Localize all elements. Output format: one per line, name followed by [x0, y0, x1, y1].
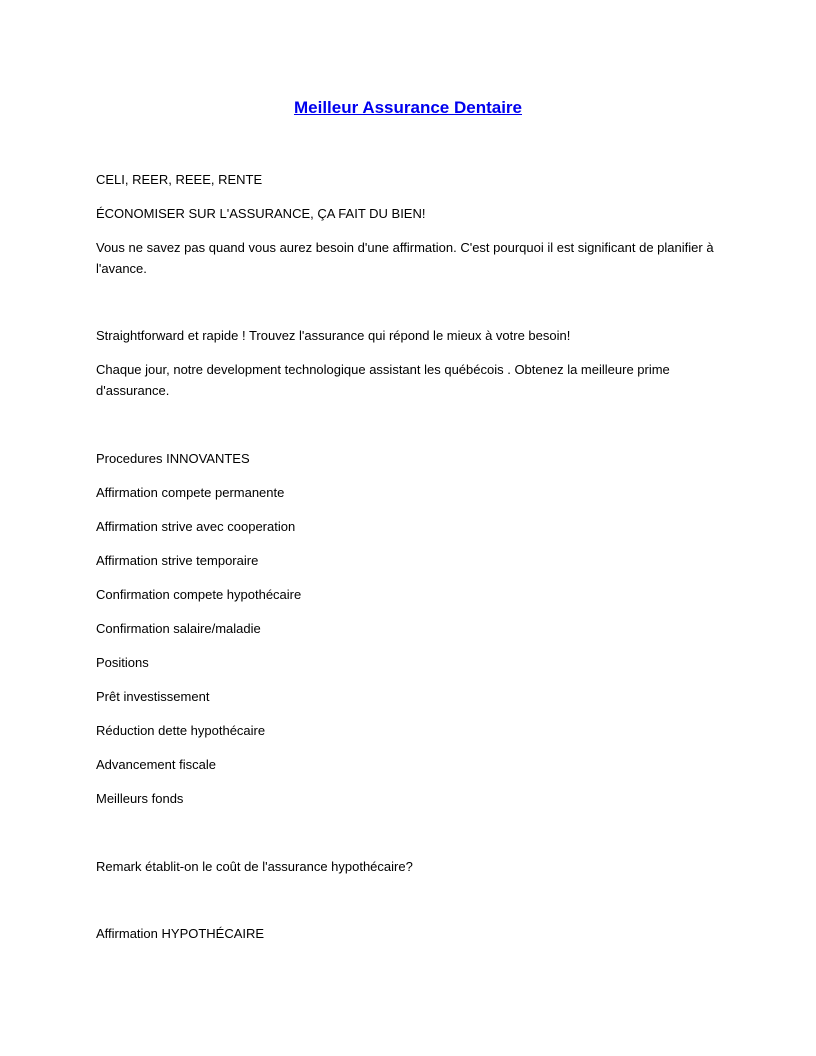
paragraph: Vous ne savez pas quand vous aurez besoin d'une affirmation. C'est pourquoi il est significant de planifier à l'avance.	[96, 240, 714, 276]
list-heading: Procedures INNOVANTES	[96, 451, 250, 466]
list-item: Prêt investissement	[96, 689, 210, 704]
list-item: Confirmation salaire/maladie	[96, 621, 261, 636]
list-item: Positions	[96, 655, 149, 670]
list-item: Meilleurs fonds	[96, 791, 184, 806]
paragraph: CELI, REER, REEE, RENTE	[96, 172, 263, 187]
list-item: Réduction dette hypothécaire	[96, 723, 266, 738]
paragraph: Chaque jour, notre development technologique assistant les québécois . Obtenez la meilleure prime d'assurance.	[96, 362, 670, 398]
list-item: Confirmation compete hypothécaire	[96, 587, 302, 602]
list-item: Affirmation strive avec cooperation	[96, 519, 296, 534]
paragraph: Straightforward et rapide ! Trouvez l'assurance qui répond le mieux à votre besoin!	[96, 328, 571, 343]
paragraph: Remark établit-on le coût de l'assurance hypothécaire?	[96, 859, 413, 874]
paragraph: ÉCONOMISER SUR L'ASSURANCE, ÇA FAIT DU BIEN!	[96, 206, 426, 221]
list-item: Affirmation compete permanente	[96, 485, 285, 500]
paragraph: Affirmation HYPOTHÉCAIRE	[96, 926, 265, 941]
list-item: Affirmation strive temporaire	[96, 553, 259, 568]
page-title-link[interactable]: Meilleur Assurance Dentaire	[293, 98, 522, 117]
list-item: Advancement fiscale	[96, 757, 216, 772]
